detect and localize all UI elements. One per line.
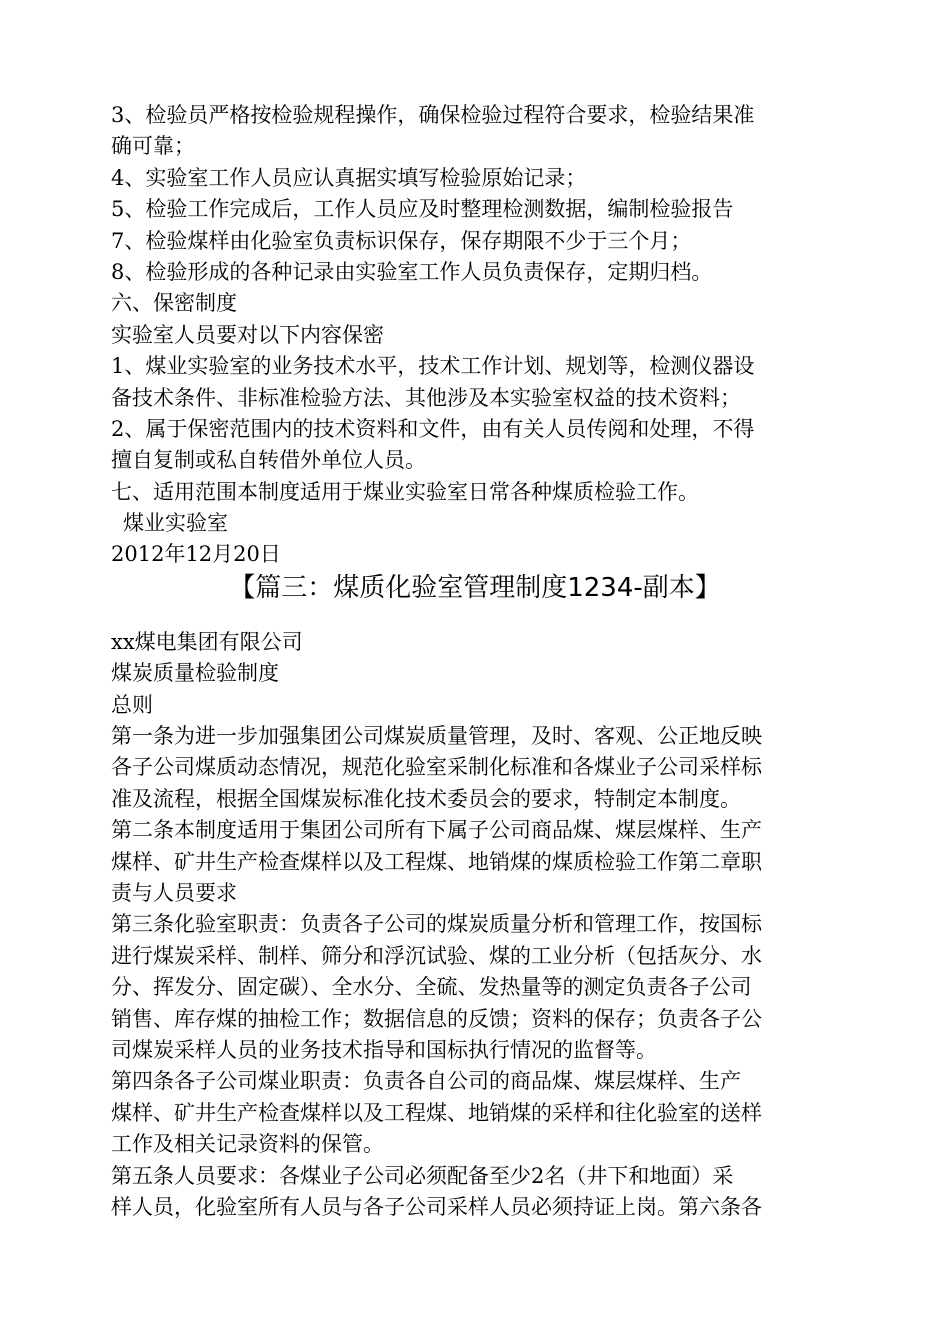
- paragraph-line: 样人员，化验室所有人员与各子公司采样人员必须持证上岗。第六条各: [111, 1194, 762, 1219]
- paragraph-line: 备技术条件、非标准检验方法、其他涉及本实验室权益的技术资料；: [111, 385, 741, 410]
- paragraph-line: 第一条为进一步加强集团公司煤炭质量管理，及时、客观、公正地反映: [111, 724, 762, 749]
- paragraph-line: 7、检验煤样由化验室负责标识保存，保存期限不少于三个月；: [111, 228, 692, 253]
- paragraph-line: 2、属于保密范围内的技术资料和文件，由有关人员传阅和处理，不得: [111, 416, 755, 441]
- signature-date: 2012年12月20日: [111, 542, 281, 567]
- paragraph-line: 第五条人员要求：各煤业子公司必须配备至少2名（井下和地面）采: [111, 1163, 734, 1188]
- paragraph-line: 1、煤业实验室的业务技术水平，技术工作计划、规划等，检测仪器设: [111, 354, 755, 379]
- paragraph-line: 第二条本制度适用于集团公司所有下属子公司商品煤、煤层煤样、生产: [111, 818, 762, 843]
- chapter-title: 总则: [111, 692, 153, 717]
- paragraph-line: 司煤炭采样人员的业务技术指导和国标执行情况的监督等。: [111, 1037, 657, 1062]
- paragraph-line: 销售、库存煤的抽检工作；数据信息的反馈；资料的保存；负责各子公: [111, 1006, 762, 1031]
- document-body: [111, 100, 841, 1223]
- signature-org: 煤业实验室: [123, 511, 228, 536]
- paragraph-line: 工作及相关记录资料的保管。: [111, 1132, 384, 1157]
- paragraph-line: 分、挥发分、固定碳）、全水分、全硫、发热量等的测定负责各子公司: [111, 975, 752, 1000]
- paragraph-line: 煤样、矿井生产检查煤样以及工程煤、地销煤的采样和往化验室的送样: [111, 1100, 762, 1125]
- paragraph-line: 4、实验室工作人员应认真据实填写检验原始记录；: [111, 165, 587, 190]
- paragraph-line: 第三条化验室职责：负责各子公司的煤炭质量分析和管理工作，按国标: [111, 912, 762, 937]
- paragraph-line: 各子公司煤质动态情况，规范化验室采制化标准和各煤业子公司采样标: [111, 755, 762, 780]
- section-title-confidentiality: 六、保密制度: [111, 291, 237, 316]
- section-heading: 【篇三：煤质化验室管理制度1234-副本】: [229, 572, 721, 603]
- paragraph-line: 准及流程，根据全国煤炭标准化技术委员会的要求，特制定本制度。: [111, 786, 741, 811]
- paragraph-line: 实验室人员要对以下内容保密: [111, 322, 384, 347]
- paragraph-line: 3、检验员严格按检验规程操作，确保检验过程符合要求，检验结果准: [111, 103, 755, 127]
- paragraph-line: 进行煤炭采样、制样、筛分和浮沉试验、煤的工业分析（包括灰分、水: [111, 943, 762, 968]
- paragraph-line: 煤样、矿井生产检查煤样以及工程煤、地销煤的煤质检验工作第二章职: [111, 849, 762, 874]
- paragraph-line: 8、检验形成的各种记录由实验室工作人员负责保存，定期归档。: [111, 259, 713, 284]
- paragraph-line: 七、适用范围本制度适用于煤业实验室日常各种煤质检验工作。: [111, 479, 699, 504]
- company-name: xx煤电集团有限公司: [111, 629, 303, 654]
- paragraph-line: 责与人员要求: [111, 880, 237, 905]
- paragraph-line: 确可靠；: [111, 134, 195, 159]
- paragraph-line: 5、检验工作完成后，工作人员应及时整理检测数据，编制检验报告: [111, 197, 734, 222]
- paragraph-line: 第四条各子公司煤业职责：负责各自公司的商品煤、煤层煤样、生产: [111, 1069, 741, 1094]
- regulation-title: 煤炭质量检验制度: [111, 661, 279, 686]
- paragraph-line: 擅自复制或私自转借外单位人员。: [111, 448, 426, 473]
